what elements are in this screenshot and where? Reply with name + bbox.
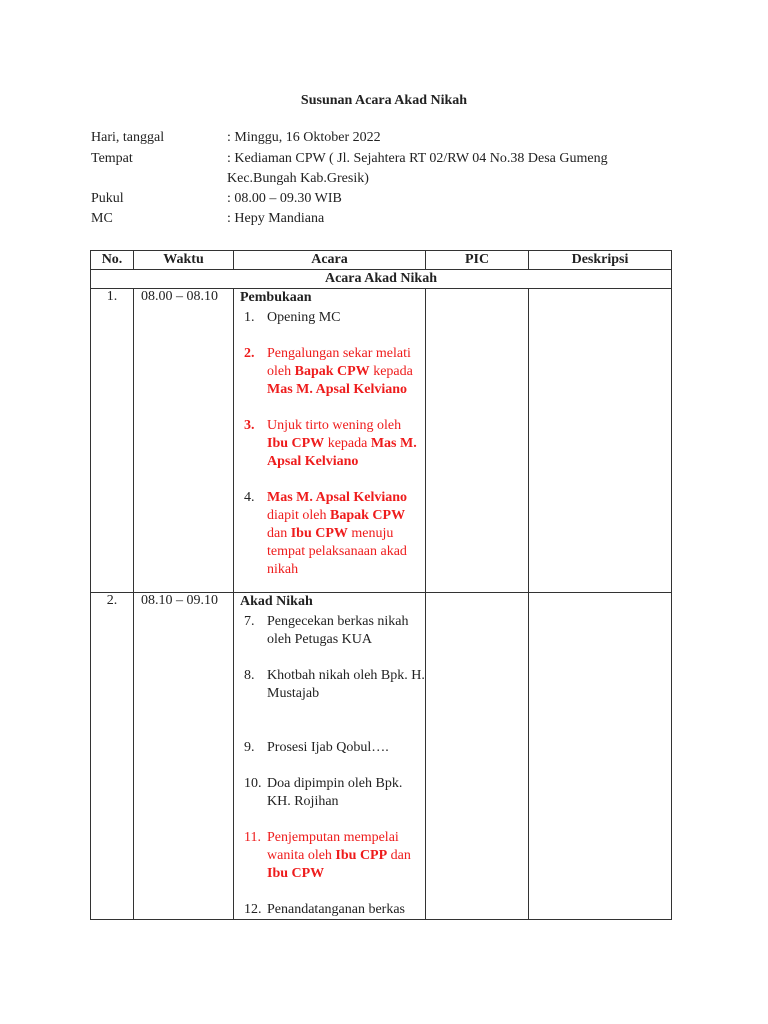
mc-label: MC [91, 211, 113, 226]
day-value: : Minggu, 16 Oktober 2022 [227, 130, 381, 145]
activity-item-number: 12. [244, 902, 262, 917]
mc-value: : Hepy Mandiana [227, 211, 325, 226]
schedule-table [90, 250, 672, 920]
header-deskripsi: Deskripsi [529, 251, 672, 270]
activity-item-number: 2. [244, 346, 255, 361]
activity-item [240, 667, 425, 703]
activity-item-text: dan [267, 526, 291, 541]
activity-item-text: Doa dipimpin oleh Bpk. KH. Rojihan [267, 776, 403, 809]
activity-item-text: Mas M. Apsal Kelviano [267, 436, 417, 469]
row-activities [234, 593, 426, 920]
activity-item [240, 901, 425, 919]
row-pic [426, 593, 529, 920]
time-label: Pukul [91, 191, 124, 206]
activity-item-text: Pengalungan sekar melati oleh [267, 346, 411, 379]
activity-item [240, 417, 425, 471]
activity-item-number: 9. [244, 740, 255, 755]
table-row [91, 289, 672, 593]
activity-item-number: 3. [244, 418, 255, 433]
header-acara: Acara [234, 251, 426, 270]
activity-item-text: Bapak CPW [330, 508, 406, 523]
activity-item-text: Mas M. Apsal Kelviano [267, 490, 408, 505]
activity-item-text: Unjuk tirto wening oleh [267, 418, 402, 433]
activity-item [240, 489, 425, 579]
place-value-line-1: : Kediaman CPW ( Jl. Sejahtera RT 02/RW 04 No.38 Desa Gumeng [227, 151, 608, 166]
table-header-row [91, 251, 672, 270]
activity-item [240, 345, 425, 399]
activity-item-text: Penandatanganan berkas [267, 902, 405, 917]
activity-item-text: kepada [369, 364, 413, 379]
header-waktu: Waktu [134, 251, 234, 270]
time-value: : 08.00 – 09.30 WIB [227, 191, 342, 206]
activity-item-text: Ibu CPW [267, 436, 325, 451]
activity-item [240, 775, 425, 811]
activity-item-text: diapit oleh [267, 508, 330, 523]
row-activities [234, 289, 426, 593]
activity-item-text: Pengecekan berkas nikah oleh Petugas KUA [267, 614, 409, 647]
page-title: Susunan Acara Akad Nikah [300, 93, 468, 108]
header-pic: PIC [426, 251, 529, 270]
activity-item-number: 11. [244, 830, 261, 845]
activity-group-title: Pembukaan [240, 290, 312, 305]
activity-item-text: Khotbah nikah oleh Bpk. H. Mustajab [267, 668, 425, 701]
row-time: 08.10 – 09.10 [134, 593, 234, 920]
row-number: 2. [91, 593, 134, 920]
activity-item-text: Ibu CPP [335, 848, 388, 863]
row-description [529, 289, 672, 593]
activity-item-text: Opening MC [267, 310, 341, 325]
activity-item-text: dan [387, 848, 411, 863]
place-label: Tempat [91, 151, 133, 166]
activity-item [240, 613, 425, 649]
activity-item-number: 4. [244, 490, 255, 505]
section-title: Acara Akad Nikah [91, 270, 672, 289]
row-time: 08.00 – 08.10 [134, 289, 234, 593]
place-value-line-2: Kec.Bungah Kab.Gresik) [227, 171, 369, 186]
activity-item-number: 7. [244, 614, 255, 629]
activity-item-number: 1. [244, 310, 255, 325]
activity-item-number: 10. [244, 776, 262, 791]
table-row [91, 593, 672, 920]
activity-item-text: Prosesi Ijab Qobul…. [267, 740, 389, 755]
activity-item-number: 8. [244, 668, 255, 683]
activity-item-text: Ibu CPW [290, 526, 348, 541]
activity-item-text: Ibu CPW [267, 866, 325, 881]
header-no: No. [91, 251, 134, 270]
activity-item [240, 739, 425, 757]
activity-item [240, 829, 425, 883]
row-pic [426, 289, 529, 593]
activity-group-title: Akad Nikah [240, 594, 313, 609]
activity-item-text: Penjemputan mempelai wanita oleh [267, 830, 399, 863]
activity-item-text: Bapak CPW [294, 364, 370, 379]
day-label: Hari, tanggal [91, 130, 165, 145]
activity-item-text: Mas M. Apsal Kelviano [267, 382, 408, 397]
activity-item-text: menuju tempat pelaksanaan akad nikah [267, 526, 407, 577]
activity-item [240, 309, 425, 327]
row-description [529, 593, 672, 920]
row-number: 1. [91, 289, 134, 593]
activity-item-text: kepada [324, 436, 371, 451]
